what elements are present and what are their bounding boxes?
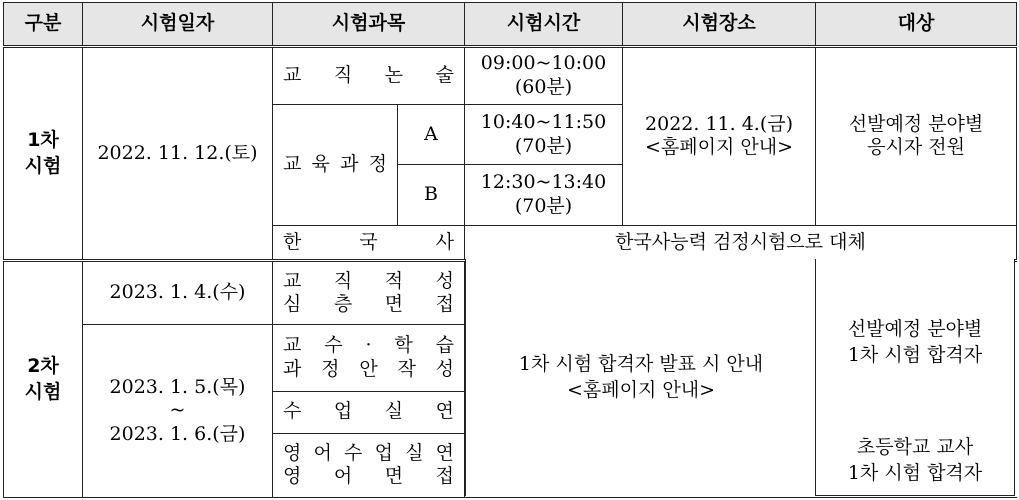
round1-location: 2022. 11. 4.(금) <홈페이지 안내> bbox=[623, 47, 816, 226]
round1-history-note: 한국사능력 검정시험으로 대체 bbox=[465, 225, 1017, 260]
round2-subject-interview-line2: 심 층 면 접 bbox=[283, 293, 455, 316]
round2-target-2: 초등학교 교사 1차 시험 합격자 bbox=[815, 427, 1015, 496]
round1-subject-curriculum-text: 교 육 과 정 bbox=[283, 153, 387, 176]
round1-subject-curriculum bbox=[273, 105, 398, 226]
round2-subject-plan bbox=[273, 325, 465, 392]
table-row bbox=[4, 261, 1017, 325]
round1-part-a: A bbox=[398, 105, 465, 165]
round2-subject-interview-line1: 교 직 적 성 bbox=[283, 269, 455, 292]
round1-subject-essay bbox=[273, 47, 465, 105]
round1-subject-essay-text: 교 직 논 술 bbox=[283, 64, 455, 87]
header-location: 시험장소 bbox=[623, 3, 816, 47]
round2-subject-demo bbox=[273, 391, 465, 433]
table-row bbox=[4, 47, 1017, 105]
round1-label: 1차 시험 bbox=[4, 47, 83, 261]
round2-schedule-area bbox=[465, 261, 1017, 498]
round2-schedule-note: 1차 시험 합격자 발표 시 안내 <홈페이지 안내> bbox=[465, 259, 816, 496]
round2-subject-plan-line2: 과 정 안 작 성 bbox=[283, 358, 455, 381]
round2-date-1: 2023. 1. 4.(수) bbox=[83, 261, 273, 325]
round2-subject-plan-line1: 교 수 · 학 습 bbox=[283, 334, 455, 357]
round2-subject-english-line2: 영 어 면 접 bbox=[283, 465, 455, 488]
round2-subject-interview bbox=[273, 261, 465, 325]
round2-subject-english bbox=[273, 433, 465, 497]
round1-target: 선발예정 분야별 응시자 전원 bbox=[816, 47, 1017, 226]
round1-time-1: 09:00~10:00 (60분) bbox=[465, 47, 623, 105]
round1-subject-history bbox=[273, 225, 465, 260]
round2-date-2: 2023. 1. 5.(목) ~ 2023. 1. 6.(금) bbox=[83, 325, 273, 498]
round1-part-b: B bbox=[398, 165, 465, 225]
header-subject: 시험과목 bbox=[273, 3, 465, 47]
round2-subject-english-line1: 영 어 수 업 실 연 bbox=[283, 441, 455, 464]
round1-date: 2022. 11. 12.(토) bbox=[83, 47, 273, 261]
round2-target-1: 선발예정 분야별 1차 시험 합격자 bbox=[815, 259, 1015, 428]
header-target: 대상 bbox=[816, 3, 1017, 47]
round2-subject-demo-text: 수 업 실 연 bbox=[283, 400, 455, 423]
round1-time-3: 12:30~13:40 (70분) bbox=[465, 165, 623, 225]
header-time: 시험시간 bbox=[465, 3, 623, 47]
header-date: 시험일자 bbox=[83, 3, 273, 47]
round1-time-2: 10:40~11:50 (70분) bbox=[465, 105, 623, 165]
round1-subject-history-text: 한 국 사 bbox=[283, 230, 455, 253]
header-row bbox=[4, 3, 1017, 47]
round2-label: 2차 시험 bbox=[4, 261, 83, 498]
exam-schedule-table bbox=[3, 2, 1017, 498]
header-category: 구분 bbox=[4, 3, 83, 47]
